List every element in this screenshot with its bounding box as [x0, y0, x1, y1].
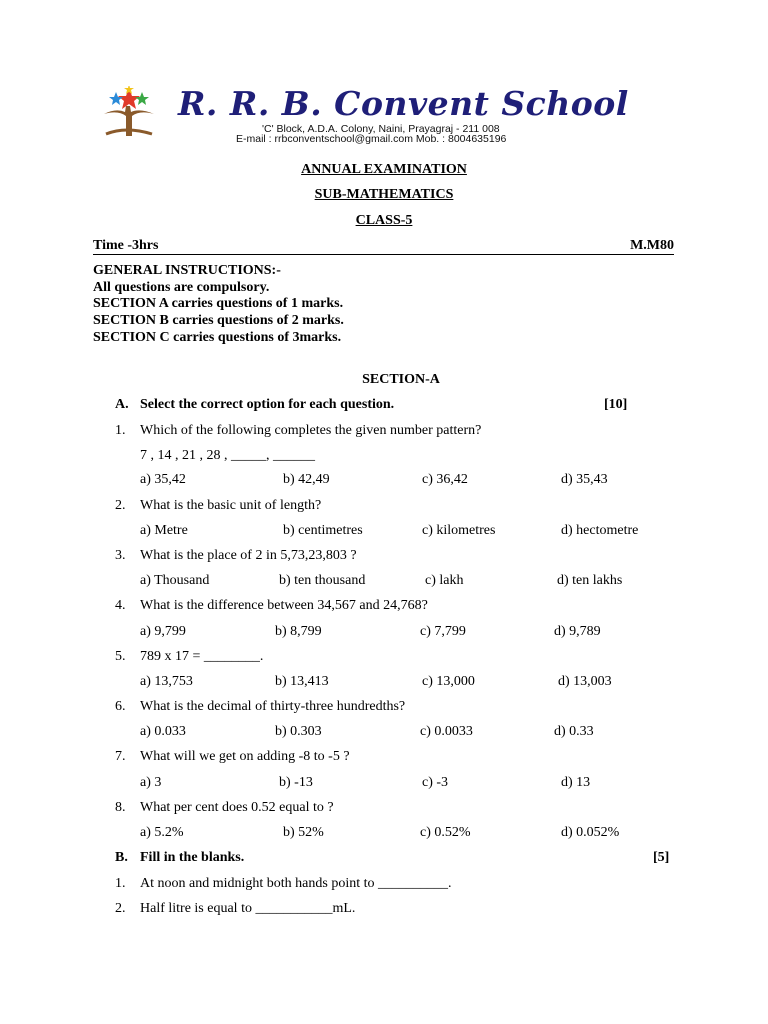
- option-d: d) 35,43: [561, 472, 608, 487]
- question-number: 7.: [115, 749, 126, 764]
- part-a-marks: [10]: [604, 397, 628, 412]
- part-b-marks: [5]: [653, 850, 670, 865]
- question-number: 1.: [115, 876, 126, 891]
- option-d: d) 13: [561, 775, 591, 790]
- question-text: What is the place of 2 in 5,73,23,803 ?: [140, 548, 357, 563]
- part-a-title: Select the correct option for each question.: [140, 397, 395, 412]
- exam-subject: SUB-MATHEMATICS: [314, 187, 454, 202]
- max-marks: M.M80: [630, 238, 674, 253]
- part-a-label: A.: [115, 397, 129, 412]
- option-b: b) 42,49: [283, 472, 330, 487]
- option-b: b) 0.303: [275, 724, 322, 739]
- question-text: What is the basic unit of length?: [140, 498, 322, 513]
- option-d: d) 0.052%: [561, 825, 620, 840]
- option-a: a) 13,753: [140, 674, 193, 689]
- option-a: a) 35,42: [140, 472, 186, 487]
- option-a: a) 3: [140, 775, 162, 790]
- question-number: 3.: [115, 548, 126, 563]
- option-d: d) hectometre: [561, 523, 639, 538]
- option-d: d) ten lakhs: [557, 573, 623, 588]
- question-text: 789 x 17 = ________.: [140, 649, 264, 664]
- part-b-title: Fill in the blanks.: [140, 850, 245, 865]
- option-c: c) 0.0033: [420, 724, 473, 739]
- instruction-line: SECTION A carries questions of 1 marks.: [93, 296, 344, 311]
- tree-logo-icon: [96, 86, 162, 136]
- instruction-line: All questions are compulsory.: [93, 280, 270, 295]
- option-c: c) 0.52%: [420, 825, 471, 840]
- part-b-label: B.: [115, 850, 128, 865]
- section-a-heading: SECTION-A: [362, 372, 440, 387]
- question-text: At noon and midnight both hands point to __________.: [140, 876, 452, 891]
- question-number: 5.: [115, 649, 126, 664]
- question-text: Which of the following completes the given number pattern?: [140, 423, 482, 438]
- option-c: c) lakh: [425, 573, 464, 588]
- exam-class: CLASS-5: [355, 213, 413, 228]
- question-number: 2.: [115, 901, 126, 916]
- option-c: c) 36,42: [422, 472, 468, 487]
- instruction-line: SECTION B carries questions of 2 marks.: [93, 313, 344, 328]
- option-b: b) 13,413: [275, 674, 329, 689]
- question-text: What is the difference between 34,567 and 24,768?: [140, 598, 428, 613]
- question-text: Half litre is equal to ___________mL.: [140, 901, 356, 916]
- option-b: b) 52%: [283, 825, 324, 840]
- school-address: 'C' Block, A.D.A. Colony, Naini, Prayagraj - 211 008: [262, 123, 500, 135]
- question-text: What will we get on adding -8 to -5 ?: [140, 749, 350, 764]
- instruction-line: SECTION C carries questions of 3marks.: [93, 330, 342, 345]
- time-marks-line: [93, 238, 674, 255]
- question-number: 6.: [115, 699, 126, 714]
- option-c: c) kilometres: [422, 523, 496, 538]
- school-contact: E-mail : rrbconventschool@gmail.com Mob. : 8004635196: [236, 133, 507, 145]
- option-a: a) 5.2%: [140, 825, 184, 840]
- exam-time: Time -3hrs: [93, 238, 159, 253]
- question-number: 2.: [115, 498, 126, 513]
- option-a: a) Metre: [140, 523, 188, 538]
- school-name: R. R. B. Convent School: [178, 84, 629, 123]
- option-d: d) 9,789: [554, 624, 601, 639]
- question-number: 1.: [115, 423, 126, 438]
- instructions-heading: GENERAL INSTRUCTIONS:-: [93, 263, 281, 278]
- question-text: What per cent does 0.52 equal to ?: [140, 800, 334, 815]
- option-a: a) 9,799: [140, 624, 186, 639]
- option-b: b) centimetres: [283, 523, 363, 538]
- exam-title: ANNUAL EXAMINATION: [301, 162, 467, 177]
- question-number: 8.: [115, 800, 126, 815]
- option-d: d) 0.33: [554, 724, 594, 739]
- option-a: a) Thousand: [140, 573, 210, 588]
- option-d: d) 13,003: [558, 674, 612, 689]
- option-b: b) -13: [279, 775, 313, 790]
- option-c: c) 13,000: [422, 674, 475, 689]
- question-number: 4.: [115, 598, 126, 613]
- option-c: c) 7,799: [420, 624, 466, 639]
- option-b: b) ten thousand: [279, 573, 366, 588]
- option-b: b) 8,799: [275, 624, 322, 639]
- option-c: c) -3: [422, 775, 449, 790]
- question-text: What is the decimal of thirty-three hundredths?: [140, 699, 406, 714]
- option-a: a) 0.033: [140, 724, 186, 739]
- question-pattern: 7 , 14 , 21 , 28 , _____, ______: [140, 448, 315, 463]
